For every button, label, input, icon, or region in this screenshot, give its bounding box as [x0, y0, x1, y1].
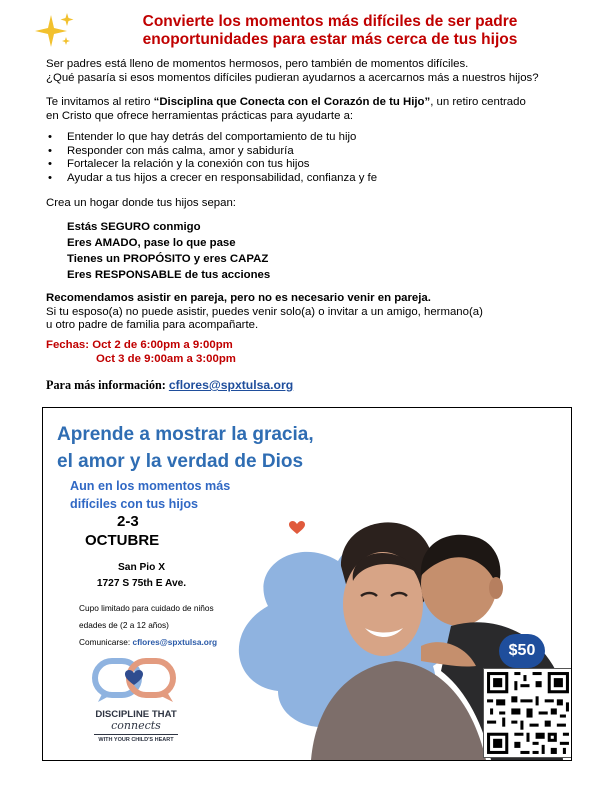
home-list: [67, 219, 270, 283]
couples-line-1: Si tu esposo(a) no puede asistir, puedes venir solo(a) o invitar a un amigo, hermano(a): [46, 305, 483, 318]
event-flyer: [42, 407, 572, 761]
care-line-1: Cupo limitado para cuidado de niños: [79, 603, 214, 613]
couples-line-2: u otro padre de familia para acompañarte.: [46, 319, 259, 332]
flyer-place: San Pio X: [118, 562, 165, 573]
list-item: Estás SEGURO conmigo: [67, 221, 201, 233]
list-item: • Fortalecer la relación y la conexión con tus hijos: [46, 158, 586, 172]
couples-paragraph: [46, 292, 586, 333]
discipline-logo: [81, 658, 191, 758]
flyer-date-month: OCTUBRE: [85, 532, 160, 549]
contact-label: Comunicarse:: [79, 637, 133, 647]
couples-bold: Recomendamos asistir en pareja, pero no es necesario venir en pareja.: [46, 292, 431, 304]
invite-line-1: [46, 96, 586, 110]
list-item: • Ayudar a tus hijos a crecer en responsabilidad, confianza y fe: [46, 172, 586, 186]
qr-code-frame: [483, 668, 572, 758]
home-lead: Crea un hogar donde tus hijos sepan:: [46, 197, 236, 209]
flyer-address: 1727 S 75th E Ave.: [96, 578, 187, 589]
logo-divider: [94, 734, 178, 735]
date-1: Oct 2 de 6:00pm a 9:00pm: [92, 339, 233, 351]
flyer-subheading: [70, 477, 230, 513]
flyer-care-info: [79, 602, 217, 649]
flyer-heading-line-2: el amor y la verdad de Dios: [57, 451, 304, 472]
title-line-2: enoportunidades para estar más cerca de tus hijos: [142, 31, 518, 48]
care-line-2: edades de (2 a 12 años): [79, 620, 169, 630]
list-item: • Responder con más calma, amor y sabiduría: [46, 145, 586, 159]
intro-paragraph: [46, 58, 586, 85]
sparkle-icon: [34, 11, 76, 51]
qr-code-icon[interactable]: [484, 669, 572, 757]
page-title: [95, 13, 565, 49]
dates-block: [46, 339, 236, 366]
invite-paragraph: [46, 96, 586, 123]
list-item: Tienes un PROPÓSITO y eres CAPAZ: [67, 253, 269, 265]
title-line-1: Convierte los momentos más difíciles de ser padre: [142, 13, 518, 30]
dates-label: Fechas:: [46, 339, 90, 351]
flyer-heading-line-1: Aprende a mostrar la gracia,: [57, 424, 314, 445]
info-email-link[interactable]: cflores@spxtulsa.org: [168, 378, 294, 392]
contact-line: [79, 636, 217, 649]
flyer-date-days: 2-3: [117, 513, 139, 530]
info-label: Para más información:: [46, 378, 169, 392]
flyer-sub-line-2: difíciles con tus hijos: [70, 497, 199, 511]
logo-bubbles-icon: [81, 658, 191, 706]
flyer-heading: [57, 421, 314, 475]
logo-line-3: WITH YOUR CHILD'S HEART: [98, 737, 174, 743]
price-badge: $50: [499, 634, 545, 668]
intro-line-2: ¿Qué pasaría si esos momentos difíciles pudieran ayudarnos a acercarnos más a nuestros hijos?: [46, 71, 539, 84]
retreat-name: “Disciplina que Conecta con el Corazón de tu Hijo”: [153, 96, 431, 108]
flyer-location: [84, 560, 199, 592]
date-row-1: [46, 339, 236, 353]
invite-prefix: Te invitamos al retiro: [46, 96, 154, 108]
benefits-list: [46, 131, 586, 185]
info-line: [46, 378, 293, 393]
list-item: Eres AMADO, pase lo que pase: [67, 237, 236, 249]
contact-email[interactable]: cflores@spxtulsa.org: [132, 637, 218, 647]
flyer-sub-line-1: Aun en los momentos más: [70, 479, 231, 493]
list-item: • Entender lo que hay detrás del comportamiento de tu hijo: [46, 131, 586, 145]
invite-suffix: , un retiro centrado: [430, 96, 526, 108]
date-2: Oct 3 de 9:00am a 3:00pm: [96, 352, 236, 365]
logo-line-1: DISCIPLINE THAT: [95, 709, 177, 720]
invite-line-2: en Cristo que ofrece herramientas prácticas para ayudarte a:: [46, 109, 354, 122]
logo-line-2: connects: [111, 719, 161, 732]
flyer-date: [85, 512, 159, 550]
intro-line-1: Ser padres está lleno de momentos hermosos, pero también de momentos difíciles.: [46, 58, 469, 70]
list-item: Eres RESPONSABLE de tus acciones: [67, 269, 271, 281]
